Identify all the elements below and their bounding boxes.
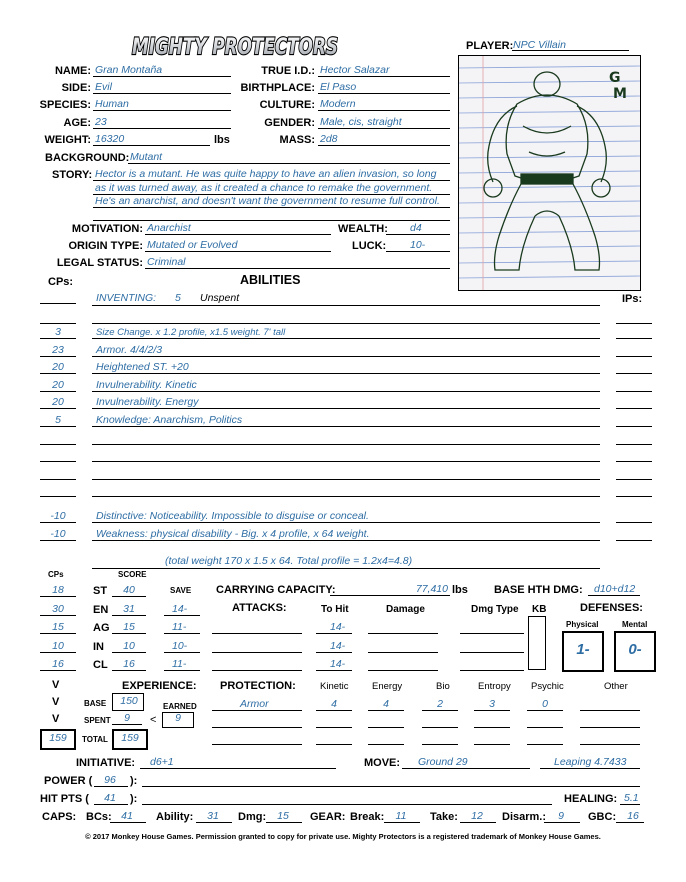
ability-text[interactable]: Size Change. x 1.2 profile, x1.5 weight. 7' tall <box>96 327 286 338</box>
power-close: ): <box>130 775 138 787</box>
kinetic-value[interactable]: 4 <box>331 698 337 710</box>
hp-close: ): <box>130 793 138 805</box>
earned-label: EARNED <box>163 702 197 711</box>
base-value: 150 <box>120 695 138 707</box>
ability-label: Ability: <box>156 811 194 823</box>
energy-value[interactable]: 4 <box>383 698 389 710</box>
kinetic-label: Kinetic <box>320 681 349 692</box>
cp-total-value: 159 <box>49 732 67 744</box>
psychic-label: Psychic <box>531 681 564 692</box>
rule-line <box>112 633 146 634</box>
name-label: NAME: <box>54 65 91 77</box>
side-label: SIDE: <box>61 82 91 94</box>
dmgtype-label: Dmg Type <box>471 604 519 615</box>
hp-label: HIT PTS ( <box>40 793 89 805</box>
background-label: BACKGROUND: <box>45 152 130 164</box>
rule-line <box>40 496 76 497</box>
motivation-value[interactable]: Anarchist <box>147 222 191 234</box>
rule-line <box>474 727 510 728</box>
ability-text[interactable]: Armor. 4/4/2/3 <box>96 343 163 356</box>
rule-line <box>40 670 76 671</box>
svg-text:G: G <box>609 70 621 86</box>
mental-label: Mental <box>622 620 648 629</box>
gbc-label: GBC: <box>588 811 617 823</box>
rule-line <box>164 652 200 653</box>
rule-line <box>616 426 652 427</box>
spent-value[interactable]: 9 <box>124 712 130 724</box>
carrying-label: CARRYING CAPACITY: <box>216 584 336 596</box>
motivation-label: MOTIVATION: <box>71 223 143 235</box>
luck-label: LUCK: <box>352 240 387 252</box>
ips-label: IPs: <box>622 293 643 305</box>
rule-line <box>40 391 76 392</box>
ability-cp[interactable]: 23 <box>52 343 64 356</box>
rule-line <box>580 744 640 745</box>
power-label: POWER ( <box>44 775 93 787</box>
break-value[interactable]: 11 <box>395 810 407 822</box>
gear-label: GEAR: <box>310 811 346 823</box>
rule-line <box>112 652 146 653</box>
spent-label: SPENT <box>84 716 111 725</box>
rule-line <box>527 744 563 745</box>
player-value[interactable]: NPC Villain <box>513 39 566 51</box>
ability-cp[interactable]: 20 <box>52 396 64 409</box>
earned-value: 9 <box>175 712 181 724</box>
ability-cp[interactable]: 3 <box>55 326 61 338</box>
stat-name: EN <box>93 603 109 616</box>
ability-text[interactable]: Invulnerability. Kinetic <box>96 378 197 391</box>
rule-line <box>92 496 600 497</box>
player-label: PLAYER: <box>466 40 514 52</box>
rule-line <box>474 710 510 711</box>
story-label: STORY: <box>52 169 93 181</box>
rule-line <box>616 540 652 541</box>
bcs-value[interactable]: 41 <box>121 810 133 822</box>
background-value[interactable]: Mutant <box>130 151 163 163</box>
rule-line <box>40 356 76 357</box>
rule-line <box>616 444 652 445</box>
rule-line <box>40 479 76 480</box>
tohit-label: To Hit <box>321 604 349 615</box>
rule-line <box>368 710 404 711</box>
rule-line <box>316 710 352 711</box>
ability-cp[interactable]: -10 <box>50 510 66 522</box>
take-label: Take: <box>430 811 458 823</box>
legal-value[interactable]: Criminal <box>147 256 186 268</box>
ability-cp[interactable]: 20 <box>52 378 64 391</box>
gender-label: GENDER: <box>264 117 315 129</box>
total-value: 159 <box>121 732 139 744</box>
dmg-label: Dmg: <box>238 811 267 823</box>
stat-cp[interactable]: 16 <box>52 658 64 670</box>
kb-box[interactable] <box>528 616 546 670</box>
rule-line <box>92 373 600 374</box>
entropy-label: Entropy <box>478 681 511 692</box>
copyright-footer: © 2017 Monkey House Games. Permission granted to copy for private use. Mighty Protectors is a registered trademark of Monkey House Games. <box>85 832 601 841</box>
stat-name: IN <box>93 640 104 653</box>
damage-label: Damage <box>386 604 425 615</box>
rule-line <box>616 338 652 339</box>
rule-line <box>40 615 76 616</box>
rule-line <box>212 652 302 653</box>
birthplace-label: BIRTHPLACE: <box>240 82 315 94</box>
age-label: AGE: <box>63 117 91 129</box>
rule-line <box>422 710 458 711</box>
rule-line <box>422 727 458 728</box>
rule-line <box>368 652 438 653</box>
bio-label: Bio <box>436 681 450 692</box>
rule-line <box>580 710 640 711</box>
ability-cp[interactable]: 5 <box>55 414 61 426</box>
save-label: SAVE <box>170 586 192 595</box>
rule-line <box>316 727 352 728</box>
stat-save[interactable]: 11- <box>172 621 187 633</box>
initiative-label: INITIATIVE: <box>76 757 136 769</box>
rule-line <box>92 426 600 427</box>
birthplace-value[interactable]: El Paso <box>320 81 357 93</box>
rule-line <box>316 633 352 634</box>
wealth-label: WEALTH: <box>338 223 388 235</box>
rule-line <box>40 461 76 462</box>
rule-line <box>112 670 146 671</box>
caps-label: CAPS: <box>42 811 77 823</box>
rule-line <box>212 727 302 728</box>
carrying-unit: lbs <box>452 584 468 596</box>
ability-text[interactable]: Invulnerability. Energy <box>96 396 199 409</box>
attack-tohit[interactable]: 14- <box>330 639 346 652</box>
bcs-label: BCs: <box>86 811 112 823</box>
story-text[interactable]: Hector is a mutant. He was quite happy to have an alien invasion, so long as it was turned away, as it created a chance to remake the government. He's an anarchist, and doesn't want the government to resume full control. <box>95 168 440 207</box>
stat-save[interactable]: 10- <box>172 639 188 652</box>
rule-line <box>580 727 640 728</box>
true-id-label: TRUE I.D.: <box>261 65 315 77</box>
hth-value[interactable]: d10+d12 <box>594 583 636 595</box>
rule-line <box>368 670 438 671</box>
rule-line <box>368 744 404 745</box>
score-label: SCORE <box>118 570 147 579</box>
rule-line <box>40 426 76 427</box>
svg-text:MIGHTY PROTECTORS: MIGHTY PROTECTORS <box>132 35 338 60</box>
abilities-title: ABILITIES <box>240 273 301 287</box>
weight-unit: lbs <box>214 134 230 146</box>
stat-save[interactable]: 11- <box>172 658 187 670</box>
rule-line <box>316 652 352 653</box>
v-mark-2: V <box>52 696 60 708</box>
rule-line <box>112 596 146 597</box>
experience-label: EXPERIENCE: <box>122 680 197 692</box>
species-label: SPECIES: <box>39 99 91 111</box>
inventing-label: INVENTING: <box>96 292 157 304</box>
stat-score[interactable]: 16 <box>123 658 135 670</box>
less-than: < <box>150 714 157 726</box>
svg-text:M: M <box>613 86 627 102</box>
attack-tohit[interactable]: 14- <box>330 658 346 670</box>
rule-line <box>40 633 76 634</box>
abilities-cps-label: CPs: <box>48 276 74 288</box>
wealth-value[interactable]: d4 <box>410 222 422 234</box>
power-value[interactable]: 96 <box>104 774 116 786</box>
rule-line <box>616 408 652 409</box>
rule-line <box>460 633 524 634</box>
rule-line <box>460 670 524 671</box>
hth-label: BASE HTH DMG: <box>494 584 583 596</box>
ability-cp[interactable]: -10 <box>50 527 66 540</box>
rule-line <box>40 408 76 409</box>
v-mark-1: V <box>52 679 60 691</box>
rule-line <box>212 670 302 671</box>
disarm-label: Disarm.: <box>502 811 547 823</box>
rule-line <box>212 744 302 745</box>
weight-value[interactable]: 16320 <box>95 133 125 145</box>
carrying-value[interactable]: 77,410 <box>415 583 448 595</box>
take-value[interactable]: 12 <box>471 810 483 822</box>
move-leaping[interactable]: Leaping 4.7433 <box>554 756 627 768</box>
rule-line <box>316 670 352 671</box>
break-label: Break: <box>350 811 385 823</box>
rule-line <box>92 540 600 541</box>
ability-text[interactable]: Knowledge: Anarchism, Politics <box>96 414 243 426</box>
rule-line <box>40 596 76 597</box>
rule-line <box>40 540 76 541</box>
attack-tohit[interactable]: 14- <box>330 621 346 633</box>
rule-line <box>460 652 524 653</box>
rule-line <box>212 710 302 711</box>
rule-line <box>527 727 563 728</box>
rule-line <box>368 727 404 728</box>
rule-line <box>92 391 600 392</box>
physical-defense: 1- <box>576 641 590 658</box>
protection-name[interactable]: Armor <box>240 698 269 710</box>
healing-label: HEALING: <box>564 793 618 805</box>
rule-line <box>40 444 76 445</box>
dmg-value[interactable]: 15 <box>277 810 289 822</box>
mass-label: MASS: <box>279 134 315 146</box>
culture-value[interactable]: Modern <box>320 98 356 110</box>
ability-cp[interactable]: 20 <box>52 361 64 374</box>
defenses-label: DEFENSES: <box>580 602 643 614</box>
rule-line <box>92 444 600 445</box>
stat-cp[interactable]: 10 <box>52 639 64 652</box>
rule-line <box>212 633 302 634</box>
stats-cps-label: CPs <box>48 570 64 579</box>
rule-line <box>616 522 652 523</box>
rule-line <box>616 479 652 480</box>
move-label: MOVE: <box>364 757 401 769</box>
attacks-label: ATTACKS: <box>232 602 287 614</box>
abilities-note[interactable]: (total weight 170 x 1.5 x 64. Total profile = 1.2x4=4.8) <box>165 555 413 567</box>
rule-line <box>92 408 600 409</box>
initiative-value[interactable]: d6+1 <box>150 756 174 768</box>
side-value[interactable]: Evil <box>95 81 112 93</box>
stat-score[interactable]: 31 <box>123 602 135 615</box>
inventing-unspent: Unspent <box>200 292 240 304</box>
mighty-protectors-logo <box>128 30 342 60</box>
energy-label: Energy <box>372 681 403 692</box>
rule-line <box>92 338 600 339</box>
origin-value[interactable]: Mutated or Evolved <box>147 239 238 251</box>
rule-line <box>616 373 652 374</box>
stat-cp[interactable]: 30 <box>52 602 64 615</box>
culture-label: CULTURE: <box>259 99 315 111</box>
stat-save[interactable]: 14- <box>172 602 188 615</box>
rule-line <box>92 356 600 357</box>
name-value[interactable]: Gran Montaña <box>95 64 163 76</box>
rule-line <box>616 461 652 462</box>
rule-line <box>92 479 600 480</box>
weight-label: WEIGHT: <box>44 134 91 146</box>
character-sketch <box>458 55 641 291</box>
rule-line <box>164 615 200 616</box>
rule-line <box>40 373 76 374</box>
rule-line <box>164 633 200 634</box>
legal-label: LEGAL STATUS: <box>56 257 143 269</box>
other-label: Other <box>604 681 628 692</box>
gender-value[interactable]: Male, cis, straight <box>320 116 402 128</box>
rule-line <box>40 522 76 523</box>
ability-text[interactable]: Distinctive: Noticeability. Impossible to disguise or conceal. <box>96 510 369 522</box>
rule-line <box>616 391 652 392</box>
disarm-value[interactable]: 9 <box>558 810 564 822</box>
rule-line <box>368 633 438 634</box>
rule-line <box>164 670 200 671</box>
true-id-value[interactable]: Hector Salazar <box>320 64 390 76</box>
ability-text[interactable]: Heightened ST. +20 <box>96 361 189 374</box>
stat-score[interactable]: 10 <box>123 639 135 652</box>
physical-label: Physical <box>566 620 599 629</box>
rule-line <box>40 652 76 653</box>
stat-name: ST <box>93 585 108 597</box>
luck-value[interactable]: 10- <box>410 239 426 251</box>
move-ground[interactable]: Ground 29 <box>418 756 468 768</box>
stat-cp[interactable]: 18 <box>52 584 64 596</box>
rule-line <box>616 356 652 357</box>
ability-value[interactable]: 31 <box>207 810 219 822</box>
psychic-value[interactable]: 0 <box>542 698 548 710</box>
protection-label: PROTECTION: <box>220 680 296 692</box>
origin-label: ORIGIN TYPE: <box>68 240 143 252</box>
stat-name: AG <box>93 622 110 634</box>
mass-value[interactable]: 2d8 <box>320 133 338 145</box>
entropy-value[interactable]: 3 <box>489 698 495 710</box>
v-mark-3: V <box>52 713 60 725</box>
bio-value[interactable]: 2 <box>437 698 443 710</box>
mental-defense: 0- <box>628 641 642 658</box>
kb-label: KB <box>532 604 547 615</box>
rule-line <box>40 338 76 339</box>
healing-value[interactable]: 5.1 <box>624 792 639 804</box>
rule-line <box>527 710 563 711</box>
gbc-value[interactable]: 16 <box>627 810 639 822</box>
rule-line <box>422 744 458 745</box>
stat-score[interactable]: 15 <box>123 621 135 633</box>
rule-line <box>112 615 146 616</box>
total-label: TOTAL <box>82 735 108 744</box>
rule-line <box>616 496 652 497</box>
base-label: BASE <box>84 699 107 708</box>
stat-cp[interactable]: 15 <box>52 621 64 633</box>
inventing-value[interactable]: 5 <box>175 292 181 304</box>
species-value[interactable]: Human <box>95 98 129 110</box>
rule-line <box>92 522 600 523</box>
ability-text[interactable]: Weakness: physical disability - Big. x 4 profile, x 64 weight. <box>96 527 370 540</box>
stat-name: CL <box>93 659 108 671</box>
rule-line <box>474 744 510 745</box>
age-value[interactable]: 23 <box>95 116 107 128</box>
rule-line <box>92 461 600 462</box>
hp-value[interactable]: 41 <box>104 792 116 804</box>
stat-score[interactable]: 40 <box>123 584 135 596</box>
rule-line <box>316 744 352 745</box>
